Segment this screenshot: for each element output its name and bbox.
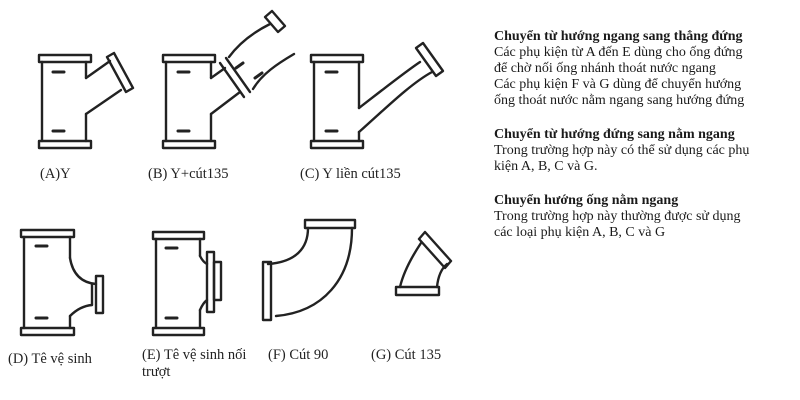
caption-a: (A)Y xyxy=(40,166,71,182)
caption-g: (G) Cút 135 xyxy=(371,347,442,363)
caption-c: (C) Y liền cút135 xyxy=(300,166,401,182)
section-heading: Chuyển từ hướng đứng sang nằm ngang xyxy=(494,127,735,142)
fitting-a-y-drawing xyxy=(39,53,133,148)
section-line: các loại phụ kiện A, B, C và G xyxy=(494,225,666,240)
section-heading: Chuyển hướng ống nằm ngang xyxy=(494,193,679,208)
section-line: Các phụ kiện từ A đến E dùng cho ống đứng xyxy=(494,45,743,60)
fitting-g-elbow-135-drawing xyxy=(396,232,451,295)
section-line: Trong trường hợp này có thể sử dụng các phụ xyxy=(494,143,750,158)
section-horizontal-direction-change xyxy=(494,192,794,241)
caption-b: (B) Y+cút135 xyxy=(148,166,229,182)
section-horizontal-to-vertical xyxy=(494,28,794,109)
caption-d: (D) Tê vệ sinh xyxy=(8,351,92,367)
fitting-c-y-elbow-drawing xyxy=(311,43,443,148)
section-line: Trong trường hợp này thường được sử dụng xyxy=(494,209,741,224)
fitting-b-y-elbow-drawing xyxy=(163,11,294,148)
section-vertical-to-horizontal xyxy=(494,126,794,175)
caption-f: (F) Cút 90 xyxy=(268,347,329,363)
section-line: kiện A, B, C và G. xyxy=(494,159,598,174)
section-line: ống thoát nước nằm ngang sang hướng đứng xyxy=(494,93,745,108)
section-line: để chờ nối ống nhánh thoát nước ngang xyxy=(494,61,716,76)
fitting-d-sanitary-tee-drawing xyxy=(21,230,103,335)
section-heading: Chuyển từ hướng ngang sang thẳng đứng xyxy=(494,29,743,44)
fitting-e-sanitary-tee-slip-drawing xyxy=(153,232,221,335)
fitting-f-elbow-90-drawing xyxy=(263,220,355,320)
section-line: Các phụ kiện F và G dùng để chuyển hướng xyxy=(494,77,742,92)
description-panel xyxy=(494,28,794,258)
caption-e: (E) Tê vệ sinh nối trượt xyxy=(142,347,247,380)
